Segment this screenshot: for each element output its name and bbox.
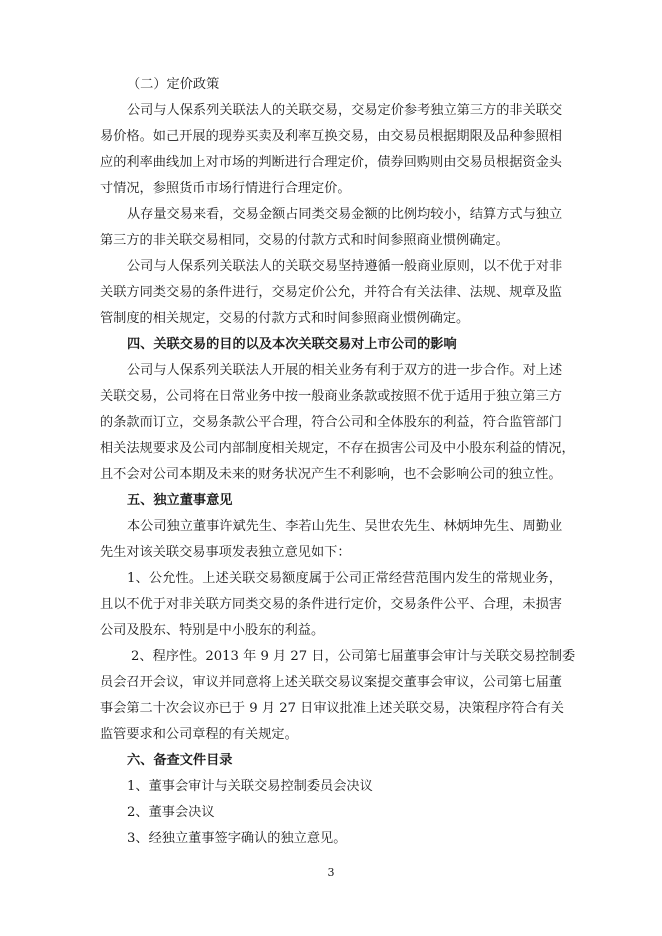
- text-line: 员会召开会议，审议并同意将上述关联交易议案提交董事会审议，公司第七届董: [100, 675, 562, 690]
- text-line: 1、董事会审计与关联交易控制委员会决议: [127, 779, 373, 794]
- text-line: 相关法规要求及公司内部制度相关规定，不存在损害公司及中小股东利益的情况，: [100, 441, 575, 456]
- text-line: 2、程序性。2013 年 9 月 27 日，公司第七届董事会审计与关联交易控制委: [131, 649, 576, 664]
- text-line: 公司与人保系列关联法人开展的相关业务有利于双方的进一步合作。对上述: [127, 363, 563, 378]
- text-line: 3、经独立董事签字确认的独立意见。: [127, 831, 347, 846]
- text-line: 公司与人保系列关联法人的关联交易，交易定价参考独立第三方的非关联交: [127, 103, 563, 118]
- text-line: 且以不优于对非关联方同类交易的条件进行定价，交易条件公平、合理，未损害: [100, 597, 562, 612]
- section-heading: 六、备查文件目录: [127, 753, 233, 768]
- text-line: 2、董事会决议: [127, 805, 215, 820]
- section-heading: 五、独立董事意见: [127, 493, 233, 508]
- text-line: 1、公允性。上述关联交易额度属于公司正常经营范围内发生的常规业务，: [127, 571, 562, 586]
- text-line: 事会第二十次会议亦已于 9 月 27 日审议批准上述关联交易，决策程序符合有关: [100, 701, 564, 716]
- text-line: 关联交易，公司将在日常业务中按一般商业条款或按照不优于适用于独立第三方: [100, 389, 562, 404]
- text-line: 应的利率曲线加上对市场的判断进行合理定价，债券回购则由交易员根据资金头: [100, 155, 562, 170]
- text-line: 且不会对公司本期及未来的财务状况产生不利影响，也不会影响公司的独立性。: [100, 467, 562, 482]
- section-heading: 四、关联交易的目的以及本次关联交易对上市公司的影响: [127, 337, 457, 352]
- text-line: 监管要求和公司章程的有关规定。: [100, 727, 298, 742]
- text-line: 第三方的非关联交易相同，交易的付款方式和时间参照商业惯例确定。: [100, 233, 509, 248]
- text-line: 管制度的相关规定，交易的付款方式和时间参照商业惯例确定。: [100, 311, 470, 326]
- text-line: 公司及股东、特别是中小股东的利益。: [100, 623, 325, 638]
- text-line: 寸情况，参照货币市场行情进行合理定价。: [100, 181, 351, 196]
- text-line: 先生对该关联交易事项发表独立意见如下：: [100, 545, 351, 560]
- page-number: 3: [327, 866, 335, 879]
- text-line: 从存量交易来看，交易金额占同类交易金额的比例均较小，结算方式与独立: [127, 207, 563, 222]
- text-line: 关联方同类交易的条件进行，交易定价公允，并符合有关法律、法规、规章及监: [100, 285, 562, 300]
- text-line: 的条款而订立，交易条款公平合理，符合公司和全体股东的利益，符合监管部门: [100, 415, 562, 430]
- text-line: （二）定价政策: [127, 77, 220, 92]
- text-line: 公司与人保系列关联法人的关联交易坚持遵循一般商业原则，以不优于对非: [127, 259, 563, 274]
- text-line: 易价格。如己开展的现券买卖及利率互换交易，由交易员根据期限及品种参照相: [100, 129, 562, 144]
- text-line: 本公司独立董事许斌先生、李若山先生、吴世农先生、林炳坤先生、周勤业: [127, 519, 563, 534]
